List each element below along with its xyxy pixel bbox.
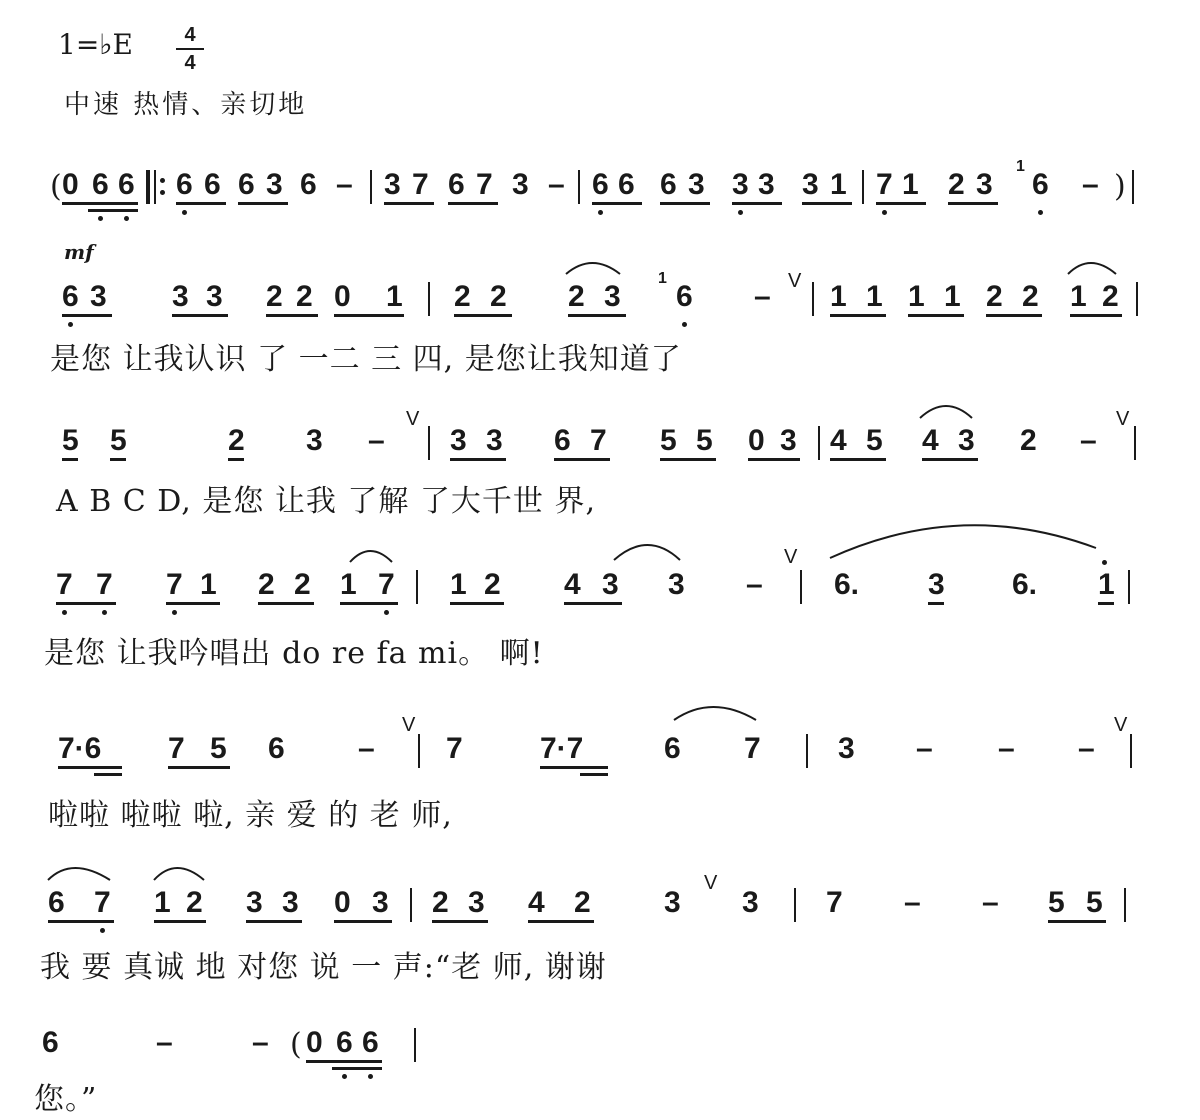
- note: 3: [372, 886, 389, 919]
- note: 6: [300, 168, 317, 201]
- dash-extension: –: [916, 732, 933, 765]
- breath-mark: V: [788, 270, 802, 292]
- note: 7: [96, 568, 113, 601]
- note: 3: [802, 168, 819, 201]
- note: 2: [1102, 280, 1119, 313]
- note: 3: [306, 424, 323, 457]
- note: 2: [948, 168, 965, 201]
- lyrics-row: 啦啦 啦啦 啦, 亲 爱 的 老 师,: [48, 798, 453, 833]
- underline-beam: [88, 209, 138, 212]
- barline: [578, 170, 580, 204]
- note: 2: [186, 886, 203, 919]
- note: 1: [866, 280, 883, 313]
- note: 6: [62, 280, 79, 313]
- underline-beam: [876, 202, 926, 205]
- note: 7: [56, 568, 73, 601]
- note: 3: [780, 424, 797, 457]
- underline-beam: [332, 1067, 382, 1070]
- underline-beam: [660, 202, 710, 205]
- note: 3: [90, 280, 107, 313]
- octave-dot: [160, 190, 165, 195]
- note: 3: [838, 732, 855, 765]
- underline-beam: [306, 1060, 382, 1063]
- underline-beam: [176, 202, 226, 205]
- breath-mark: V: [402, 714, 416, 736]
- note: 2: [258, 568, 275, 601]
- note: 3: [668, 568, 685, 601]
- note: 0: [748, 424, 765, 457]
- note: 0: [334, 886, 351, 919]
- note: 3: [976, 168, 993, 201]
- time-signature: [174, 24, 206, 74]
- note: 1: [450, 568, 467, 601]
- dash-extension: –: [358, 732, 375, 765]
- dash-extension: –: [904, 886, 921, 919]
- note: 4: [564, 568, 581, 601]
- octave-dot: [882, 210, 887, 215]
- note: 6: [42, 1026, 59, 1059]
- underline-beam: [384, 202, 434, 205]
- note: 3: [664, 886, 681, 919]
- octave-dot: [1038, 210, 1043, 215]
- breath-mark: V: [1114, 714, 1128, 736]
- note: 6: [1032, 168, 1049, 201]
- time-signature-top: 4: [184, 24, 196, 46]
- note: 1: [1098, 568, 1115, 601]
- note: 7: [876, 168, 893, 201]
- note: 1: [386, 280, 403, 313]
- note: 1: [200, 568, 217, 601]
- dash-extension: –: [982, 886, 999, 919]
- slur-arcs: [0, 734, 1200, 794]
- slur-arcs: [0, 570, 1200, 630]
- barline: [1132, 170, 1134, 204]
- note: 6.: [834, 568, 860, 601]
- note: 7: [476, 168, 493, 201]
- note: 4: [830, 424, 847, 457]
- note: 4: [528, 886, 545, 919]
- note: 2: [574, 886, 591, 919]
- note: 0: [334, 280, 351, 313]
- barline: [154, 170, 156, 204]
- note: 3: [468, 886, 485, 919]
- barline: [414, 1028, 416, 1062]
- octave-dot: [98, 216, 103, 221]
- note: 6: [118, 168, 135, 201]
- lyrics-row: 我 要 真诚 地 对您 说 一 声:“老 师, 谢谢: [40, 950, 607, 985]
- note: 3: [486, 424, 503, 457]
- note: 7: [94, 886, 111, 919]
- note: 3: [958, 424, 975, 457]
- note: 5: [110, 424, 127, 457]
- note: 3: [602, 568, 619, 601]
- note: 3: [758, 168, 775, 201]
- dash-extension: –: [754, 280, 771, 313]
- key-signature: 1=♭E: [58, 28, 133, 61]
- note: 3: [604, 280, 621, 313]
- note: 1: [944, 280, 961, 313]
- dash-extension: –: [336, 168, 353, 201]
- dash-extension: –: [746, 568, 763, 601]
- note: 6: [676, 280, 693, 313]
- note: 2: [266, 280, 283, 313]
- dash-extension: –: [998, 732, 1015, 765]
- note: 5: [660, 424, 677, 457]
- note: 7·7: [540, 732, 584, 765]
- underline-beam: [238, 202, 288, 205]
- note: 7: [412, 168, 429, 201]
- note: 3: [206, 280, 223, 313]
- barline: [146, 170, 150, 204]
- underline-beam: [732, 202, 782, 205]
- note: 5: [1086, 886, 1103, 919]
- breath-mark: V: [1116, 408, 1130, 430]
- dash-extension: –: [1080, 424, 1097, 457]
- note: 7: [378, 568, 395, 601]
- note: 6: [362, 1026, 379, 1059]
- octave-dot: [368, 1074, 373, 1079]
- note: 0: [306, 1026, 323, 1059]
- note: 3: [512, 168, 529, 201]
- note: 3: [732, 168, 749, 201]
- underline-beam: [948, 202, 998, 205]
- note: 5: [866, 424, 883, 457]
- note: 1: [908, 280, 925, 313]
- note: 6: [268, 732, 285, 765]
- note: 0: [62, 168, 79, 201]
- note: 2: [986, 280, 1003, 313]
- note: 6: [448, 168, 465, 201]
- tempo-marking: 中速 热情、亲切地: [64, 90, 308, 120]
- note: 3: [742, 886, 759, 919]
- note: 6: [660, 168, 677, 201]
- note: 6: [204, 168, 221, 201]
- dash-extension: –: [252, 1026, 269, 1059]
- underline-beam: [592, 202, 642, 205]
- note: 7: [826, 886, 843, 919]
- note: 2: [432, 886, 449, 919]
- lyrics-row: 是您 让我吟唱出 do re fa mi。 啊!: [44, 636, 544, 671]
- note: 3: [688, 168, 705, 201]
- dash-extension: –: [368, 424, 385, 457]
- octave-dot: [182, 210, 187, 215]
- note: 2: [490, 280, 507, 313]
- note: 7: [744, 732, 761, 765]
- note: 5: [62, 424, 79, 457]
- dash-extension: –: [1078, 732, 1095, 765]
- note: 3: [246, 886, 263, 919]
- note: 1: [902, 168, 919, 201]
- note: 6: [592, 168, 609, 201]
- note: 1: [830, 168, 847, 201]
- note: 2: [294, 568, 311, 601]
- octave-dot: [598, 210, 603, 215]
- dash-extension: –: [1082, 168, 1099, 201]
- note: 2: [1020, 424, 1037, 457]
- note: 1: [830, 280, 847, 313]
- underline-beam: [802, 202, 852, 205]
- breath-mark: V: [784, 546, 798, 568]
- time-signature-divider: [176, 48, 204, 50]
- underline-beam: [448, 202, 498, 205]
- note: 2: [484, 568, 501, 601]
- note: 7: [166, 568, 183, 601]
- note: 5: [696, 424, 713, 457]
- octave-dot: [160, 178, 165, 183]
- barline: [862, 170, 864, 204]
- dynamic-marking: mf: [64, 240, 94, 264]
- note: 6.: [1012, 568, 1038, 601]
- octave-dot: [342, 1074, 347, 1079]
- breath-mark: V: [704, 872, 718, 894]
- note: 2: [1022, 280, 1039, 313]
- note: 7·6: [58, 732, 102, 765]
- breath-mark: V: [406, 408, 420, 430]
- underline-beam: [62, 202, 138, 205]
- note: 7: [168, 732, 185, 765]
- note: 6: [176, 168, 193, 201]
- dash-extension: –: [156, 1026, 173, 1059]
- barline: [370, 170, 372, 204]
- note: 5: [210, 732, 227, 765]
- note: 1: [154, 886, 171, 919]
- lyrics-row: 是您 让我认识 了 一二 三 四, 是您让我知道了: [50, 342, 682, 377]
- slur-arcs: [0, 888, 1200, 948]
- bracket: (: [290, 1027, 302, 1062]
- note: 1: [1070, 280, 1087, 313]
- note: 7: [590, 424, 607, 457]
- note: 6: [238, 168, 255, 201]
- note: 6: [618, 168, 635, 201]
- note: 1: [340, 568, 357, 601]
- note: 3: [266, 168, 283, 201]
- note: 3: [384, 168, 401, 201]
- lyrics-row: 您。”: [34, 1082, 98, 1117]
- octave-dot: [1102, 560, 1107, 565]
- note: 7: [446, 732, 463, 765]
- note: 1: [658, 270, 667, 287]
- note: 6: [664, 732, 681, 765]
- note-row: [0, 1028, 1200, 1088]
- note: 6: [336, 1026, 353, 1059]
- bracket: (: [50, 169, 62, 204]
- slur-arcs: [0, 282, 1200, 342]
- note: 3: [282, 886, 299, 919]
- bracket: ): [1114, 169, 1126, 204]
- note: 3: [172, 280, 189, 313]
- note: 2: [568, 280, 585, 313]
- dash-extension: –: [548, 168, 565, 201]
- time-signature-bottom: 4: [184, 52, 196, 74]
- note: 1: [1016, 158, 1025, 175]
- octave-dot: [738, 210, 743, 215]
- note: 4: [922, 424, 939, 457]
- octave-dot: [124, 216, 129, 221]
- note: 3: [450, 424, 467, 457]
- note: 3: [928, 568, 945, 601]
- note: 2: [296, 280, 313, 313]
- note: 6: [554, 424, 571, 457]
- note: 6: [92, 168, 109, 201]
- lyrics-row: A B C D, 是您 让我 了解 了大千世 界,: [56, 484, 597, 519]
- note: 2: [228, 424, 245, 457]
- note: 6: [48, 886, 65, 919]
- note: 5: [1048, 886, 1065, 919]
- note-row: [0, 158, 1200, 230]
- note: 2: [454, 280, 471, 313]
